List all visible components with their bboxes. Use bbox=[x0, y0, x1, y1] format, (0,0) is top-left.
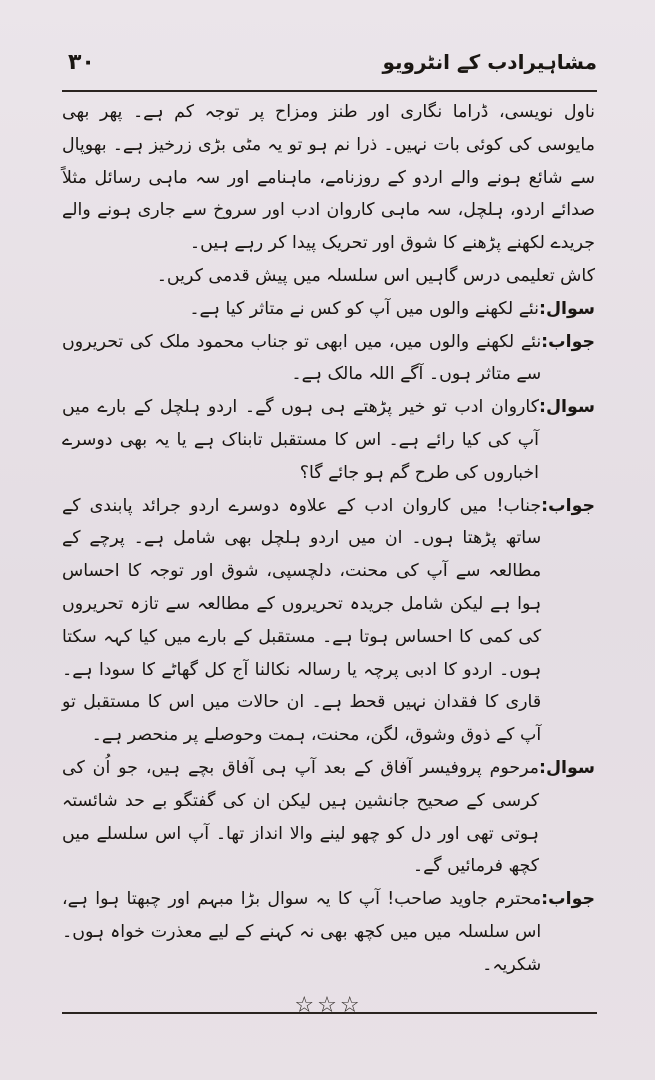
qa-text: نئے لکھنے والوں میں آپ کو کس نے متاثر کیا ہے۔ bbox=[189, 298, 539, 319]
qa-block bbox=[62, 391, 595, 489]
qa-label-question: سوال: bbox=[538, 298, 595, 319]
qa-block bbox=[62, 490, 595, 752]
body-paragraph: کاش تعلیمی درس گاہیں اس سلسلہ میں پیش قدمی کریں۔ bbox=[156, 265, 595, 286]
page-body bbox=[62, 96, 595, 1022]
header-rule bbox=[62, 90, 597, 92]
page-number: ٣٠ bbox=[68, 50, 95, 75]
page-header bbox=[62, 46, 597, 92]
qa-block bbox=[62, 326, 595, 392]
qa-label-answer: جواب: bbox=[541, 331, 595, 352]
qa-label-question: سوال: bbox=[538, 397, 595, 418]
qa-block bbox=[62, 883, 595, 981]
qa-text: مرحوم پروفیسر آفاق کے بعد آپ ہی آفاق بچے ہیں، جو اُن کی کرسی کے صحیح جانشین ہیں لیکن ان کی گفتگو بے حد شائستہ ہوتی تھی اور دل کو چھو لینے والا انداز تھا۔ آپ اس سلسلے میں کچھ فرمائیں گے۔ bbox=[62, 757, 539, 877]
qa-block bbox=[62, 752, 595, 883]
running-title: مشاہیرادب کے انٹرویو bbox=[382, 50, 597, 74]
qa-text: کاروان ادب تو خیر پڑھتے ہی ہوں گے۔ اردو ہلچل کے بارے میں آپ کی کیا رائے ہے۔ اس کا مستقبل تابناک ہے یا یہ بھی دوسرے اخباروں کی طرح گم ہو جائے گا؟ bbox=[62, 397, 539, 483]
qa-text: محترم جاوید صاحب! آپ کا یہ سوال بڑا مبہم اور چبھتا ہوا ہے، اس سلسلہ میں میں کچھ بھی نہ کہنے کے لیے معذرت خواہ ہوں۔ شکریہ۔ bbox=[62, 889, 542, 975]
end-ornament: ☆☆☆ bbox=[294, 992, 363, 1018]
qa-label-answer: جواب: bbox=[541, 889, 595, 910]
qa-block bbox=[62, 293, 595, 326]
qa-text: نئے لکھنے والوں میں، میں ابھی تو جناب محمود ملک کی تحریروں سے متاثر ہوں۔ آگے اللہ مالک ہے۔ bbox=[62, 331, 542, 385]
qa-text: جناب! میں کاروان ادب کے علاوہ دوسرے اردو جرائد پابندی کے ساتھ پڑھتا ہوں۔ ان میں اردو ہلچل بھی شامل ہے۔ پرچے کے مطالعہ سے آپ کی محنت، دلچسپی، شوق اور توجہ کا احساس ہوا ہے لیکن شامل جریدہ تحریروں کے مطالعہ سے تازہ تحریروں کی کمی کا احساس ہوتا ہے۔ مستقبل کے بارے میں کیا کہہ سکتا ہوں۔ اردو کا ادبی پرچہ یا رسالہ نکالنا آج کل گھاٹے کا سودا ہے۔ قاری کا فقدان نہیں قحط ہے۔ ان حالات میں اس کا مستقبل تو آپ کے ذوق وشوق، لگن، محنت، ہمت وحوصلے پر منحصر ہے۔ bbox=[62, 495, 542, 746]
footer-rule bbox=[62, 1012, 597, 1014]
body-paragraph: ناول نویسی، ڈراما نگاری اور طنز ومزاح پر توجہ کم ہے۔ پھر بھی مایوسی کی کوئی بات نہیں۔ ذرا نم ہو تو یہ مٹی بڑی زرخیز ہے۔ بھوپال سے شائع ہونے والے اردو کے روزنامے، ماہنامے اور سہ ماہی رسائل مثلاً صدائے اردو، ہلچل، سہ ماہی کاروان ادب اور سروخ سے جاری ہونے والے جریدے لکھنے پڑھنے کا شوق اور تحریک پیدا کر رہے ہیں۔ bbox=[62, 102, 595, 254]
qa-label-answer: جواب: bbox=[541, 495, 595, 516]
qa-label-question: سوال: bbox=[538, 757, 595, 778]
